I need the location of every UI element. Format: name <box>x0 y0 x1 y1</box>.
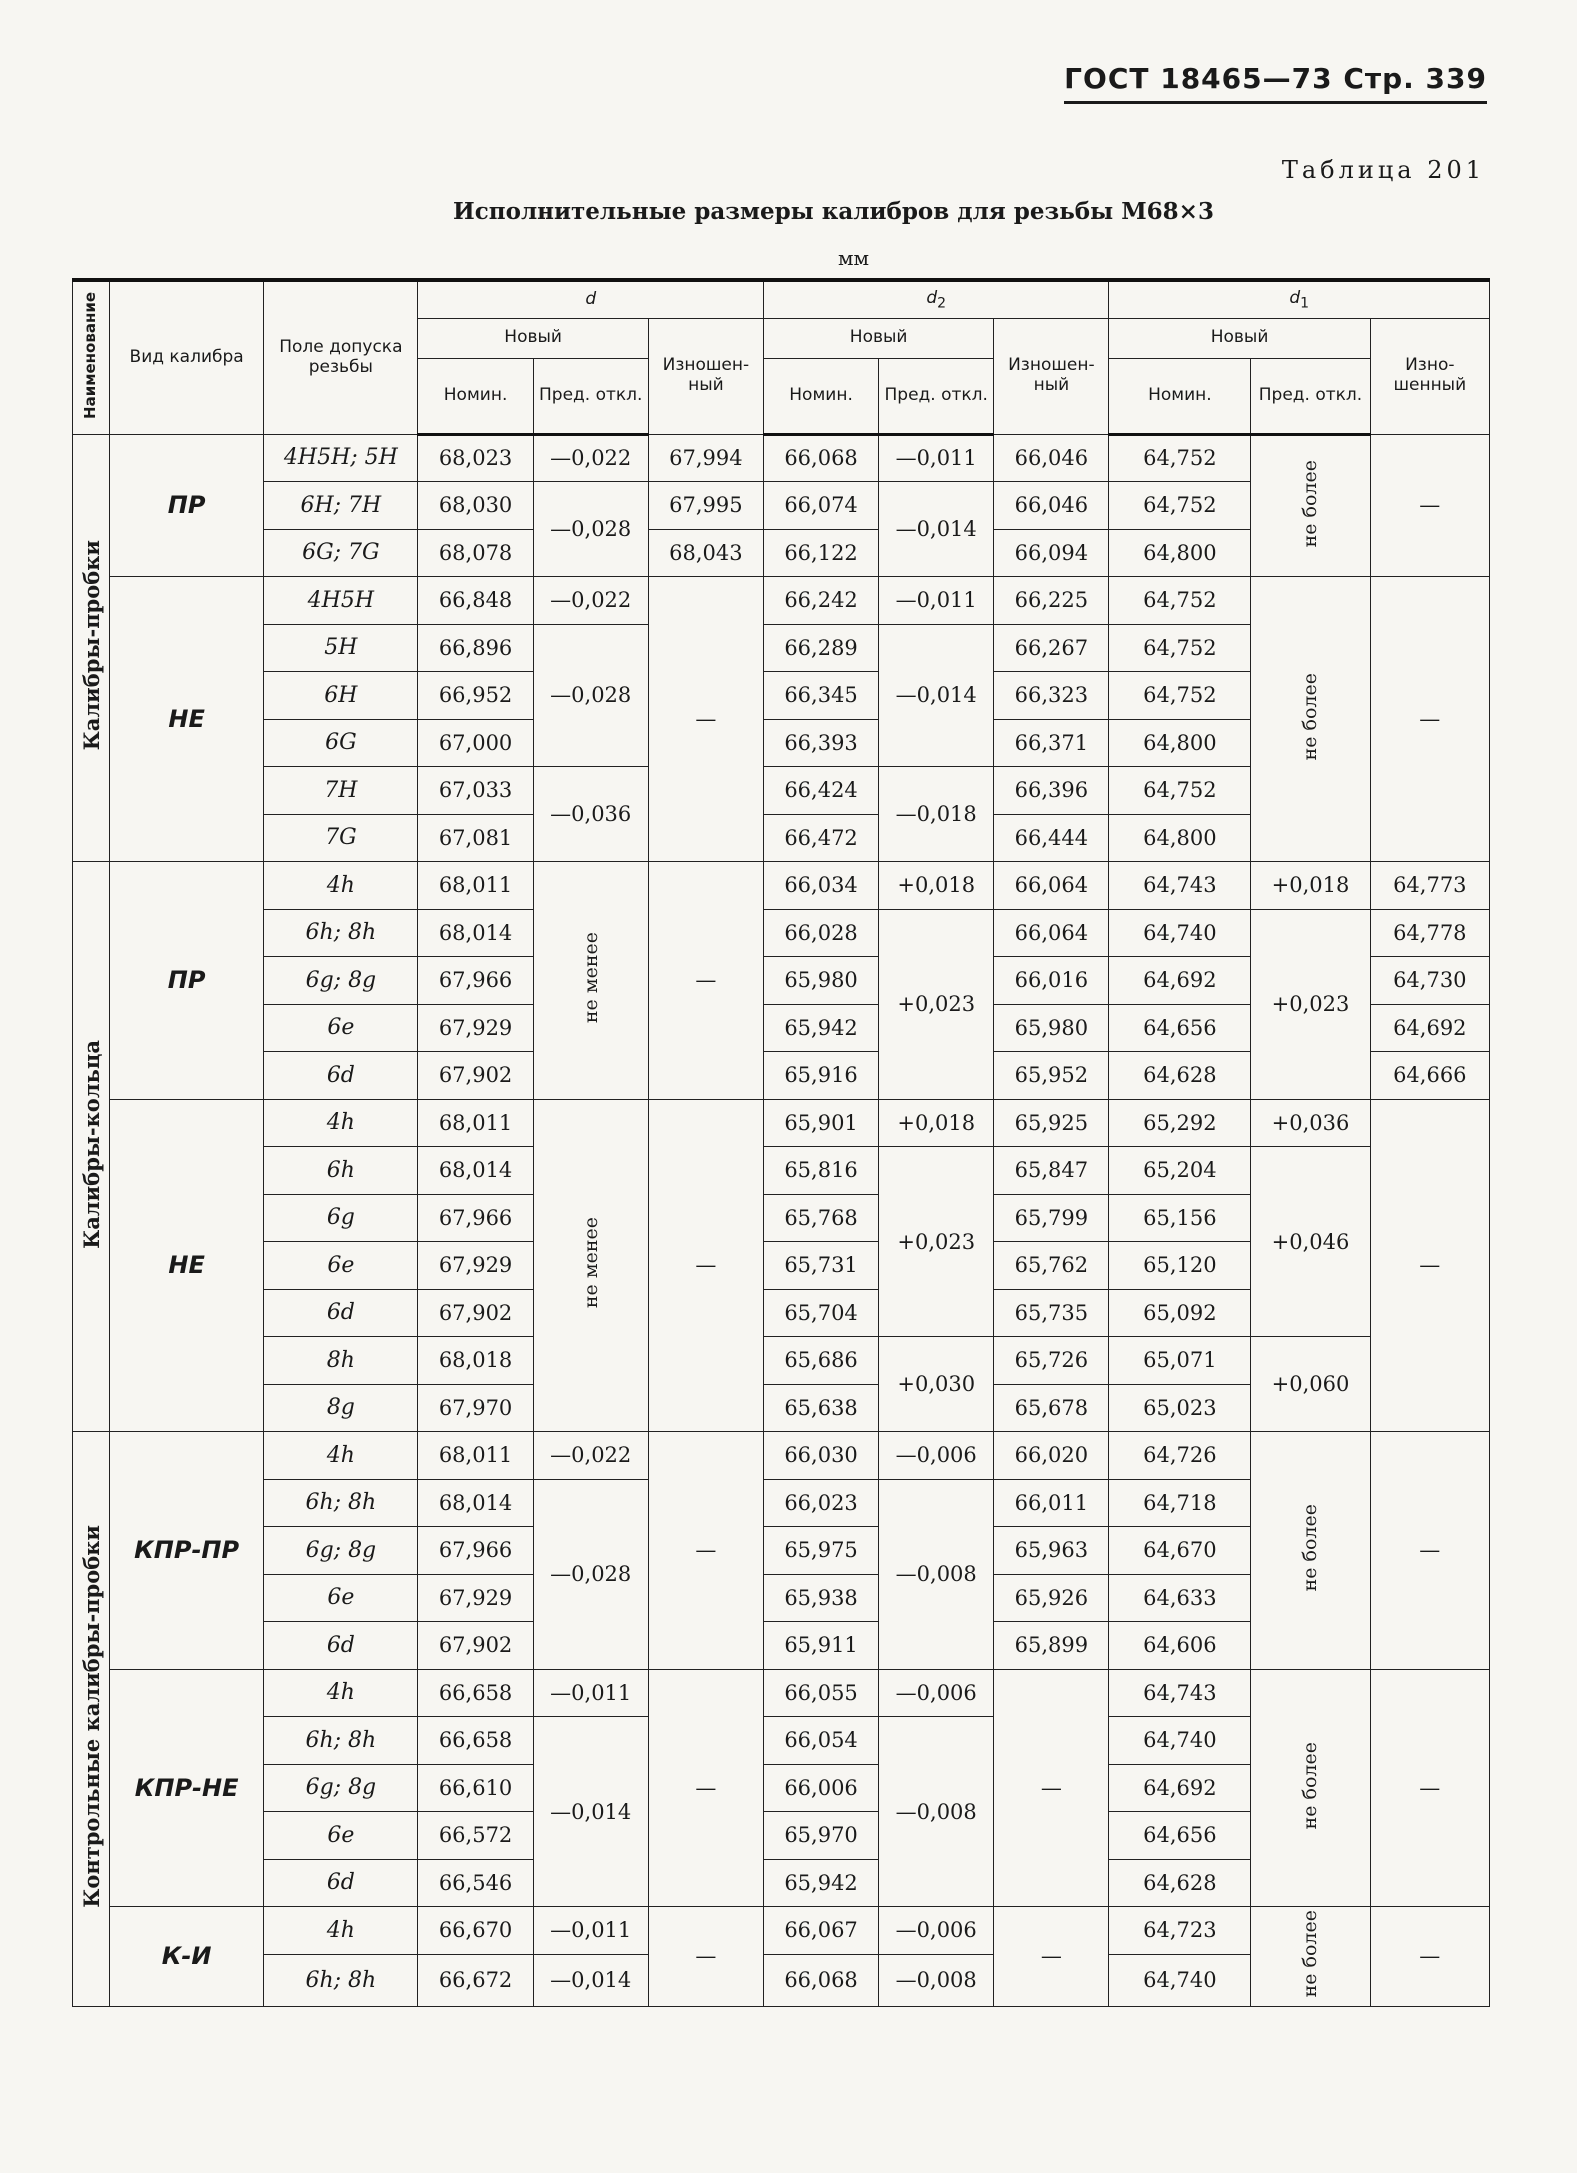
table-cell: 65,678 <box>994 1384 1109 1432</box>
table-cell: 7G <box>264 814 418 862</box>
table-cell: 67,902 <box>418 1622 533 1670</box>
table-cell: 66,393 <box>763 719 878 767</box>
table-cell: 4h <box>264 1432 418 1480</box>
table-cell: не менее <box>533 1099 648 1432</box>
table-cell: 65,762 <box>994 1242 1109 1290</box>
table-cell: —0,028 <box>533 1479 648 1669</box>
table-cell: —0,014 <box>879 624 994 767</box>
table-cell: 8h <box>264 1337 418 1385</box>
table-cell: 65,926 <box>994 1574 1109 1622</box>
table-cell: 67,902 <box>418 1289 533 1337</box>
table-cell: 66,006 <box>763 1764 878 1812</box>
table-cell: 4h <box>264 1669 418 1717</box>
header-d2-worn: Изношен-ный <box>994 318 1109 434</box>
table-cell: — <box>1370 1432 1489 1670</box>
table-cell: — <box>1370 1907 1489 2007</box>
table-cell: 68,023 <box>418 434 533 482</box>
header-d-new: Новый <box>418 318 648 358</box>
table-cell: 67,929 <box>418 1004 533 1052</box>
table-cell: 66,658 <box>418 1669 533 1717</box>
table-cell: 4H5H <box>264 577 418 625</box>
units-label: мм <box>837 246 870 270</box>
table-cell: —0,006 <box>879 1907 994 1955</box>
table-cell: +0,018 <box>879 862 994 910</box>
table-cell: 64,743 <box>1109 1669 1251 1717</box>
table-row <box>73 1147 1490 1195</box>
table-cell: 66,074 <box>763 482 878 530</box>
table-cell: 66,034 <box>763 862 878 910</box>
table-cell: —0,011 <box>533 1669 648 1717</box>
table-cell: 66,016 <box>994 957 1109 1005</box>
table-cell: 65,204 <box>1109 1147 1251 1195</box>
table-cell: — <box>1370 1669 1489 1907</box>
table-cell: 66,030 <box>763 1432 878 1480</box>
table-cell: 66,046 <box>994 434 1109 482</box>
table-cell: 66,371 <box>994 719 1109 767</box>
table-cell: 6d <box>264 1289 418 1337</box>
table-cell: +0,046 <box>1251 1147 1370 1337</box>
table-cell: 66,020 <box>994 1432 1109 1480</box>
table-cell: 6h; 8h <box>264 909 418 957</box>
table-cell: 6e <box>264 1242 418 1290</box>
table-cell: 6G; 7G <box>264 529 418 577</box>
table-cell: 66,658 <box>418 1717 533 1765</box>
table-cell: 64,743 <box>1109 862 1251 910</box>
table-cell: 67,966 <box>418 1527 533 1575</box>
table-cell: 64,752 <box>1109 482 1251 530</box>
table-cell: —0,008 <box>879 1954 994 2006</box>
table-cell: 64,778 <box>1370 909 1489 957</box>
table-cell: — <box>1370 577 1489 862</box>
table-row <box>73 1099 1490 1147</box>
table-cell: 65,686 <box>763 1337 878 1385</box>
kind-pr-plug: ПР <box>110 434 264 577</box>
table-cell: +0,036 <box>1251 1099 1370 1147</box>
table-cell: —0,028 <box>533 482 648 577</box>
table-cell: 6h; 8h <box>264 1717 418 1765</box>
table-cell: 64,752 <box>1109 434 1251 482</box>
header-d-worn: Изношен-ный <box>648 318 763 434</box>
table-cell: 66,011 <box>994 1479 1109 1527</box>
table-cell: 64,800 <box>1109 529 1251 577</box>
table-row <box>73 1907 1490 1955</box>
table-cell: 66,267 <box>994 624 1109 672</box>
kind-kpr-ne: КПР-НЕ <box>110 1669 264 1907</box>
header-d1-worn: Изно-шенный <box>1370 318 1489 434</box>
table-cell: 64,723 <box>1109 1907 1251 1955</box>
table-cell: не более <box>1251 1432 1370 1670</box>
table-cell: 64,726 <box>1109 1432 1251 1480</box>
table-cell: —0,036 <box>533 767 648 862</box>
table-number: Таблица 201 <box>1281 156 1485 184</box>
table-cell: 6e <box>264 1004 418 1052</box>
table-cell: не более <box>1251 1669 1370 1907</box>
table-cell: +0,018 <box>879 1099 994 1147</box>
table-cell: 66,055 <box>763 1669 878 1717</box>
table-cell: 64,800 <box>1109 814 1251 862</box>
table-cell: не более <box>1251 434 1370 577</box>
table-cell: 6d <box>264 1859 418 1907</box>
table-cell: 6g; 8g <box>264 1527 418 1575</box>
table-cell: 65,970 <box>763 1812 878 1860</box>
table-cell: 65,952 <box>994 1052 1109 1100</box>
table-cell: — <box>648 1099 763 1432</box>
table-cell: 8g <box>264 1384 418 1432</box>
table-cell: 66,610 <box>418 1764 533 1812</box>
group-rings: Калибры-кольца <box>73 862 110 1432</box>
table-cell: 65,980 <box>994 1004 1109 1052</box>
table-cell: 64,752 <box>1109 577 1251 625</box>
table-cell: 67,994 <box>648 434 763 482</box>
kind-k-i: К-И <box>110 1907 264 2007</box>
table-cell: 68,014 <box>418 1147 533 1195</box>
table-cell: 64,670 <box>1109 1527 1251 1575</box>
table-cell: 66,952 <box>418 672 533 720</box>
table-cell: —0,014 <box>879 482 994 577</box>
table-cell: 68,014 <box>418 1479 533 1527</box>
table-row <box>73 577 1490 625</box>
table-cell: 6h <box>264 1147 418 1195</box>
table-cell: 68,043 <box>648 529 763 577</box>
table-cell: +0,023 <box>1251 909 1370 1099</box>
table-cell: 67,929 <box>418 1242 533 1290</box>
table-cell: —0,022 <box>533 577 648 625</box>
table-cell: 6e <box>264 1574 418 1622</box>
table-cell: 66,546 <box>418 1859 533 1907</box>
table-cell: 65,092 <box>1109 1289 1251 1337</box>
table-cell: 66,424 <box>763 767 878 815</box>
table-cell: —0,014 <box>533 1954 648 2006</box>
table-cell: 66,068 <box>763 434 878 482</box>
table-cell: 66,028 <box>763 909 878 957</box>
table-cell: 65,726 <box>994 1337 1109 1385</box>
table-cell: 66,054 <box>763 1717 878 1765</box>
table-cell: —0,008 <box>879 1479 994 1669</box>
table-cell: 64,773 <box>1370 862 1489 910</box>
table-cell: —0,011 <box>879 577 994 625</box>
table-cell: 67,966 <box>418 1194 533 1242</box>
table-cell: 64,740 <box>1109 1954 1251 2006</box>
table-cell: 4h <box>264 1099 418 1147</box>
table-cell: 6d <box>264 1052 418 1100</box>
table-cell: 4h <box>264 1907 418 1955</box>
table-cell: 6h; 8h <box>264 1479 418 1527</box>
table-cell: 68,011 <box>418 1099 533 1147</box>
table-cell: 66,068 <box>763 1954 878 2006</box>
table-cell: 67,902 <box>418 1052 533 1100</box>
table-cell: — <box>648 1669 763 1907</box>
table-cell: 66,848 <box>418 577 533 625</box>
header-d: d <box>418 280 764 318</box>
table-cell: +0,023 <box>879 1147 994 1337</box>
table-cell: 6d <box>264 1622 418 1670</box>
table-cell: +0,030 <box>879 1337 994 1432</box>
table-cell: 64,606 <box>1109 1622 1251 1670</box>
table-title: Исполнительные размеры калибров для резьбы М68×3 <box>453 198 1214 225</box>
table-cell: —0,014 <box>533 1717 648 1907</box>
table-cell: 68,011 <box>418 862 533 910</box>
table-cell: 65,799 <box>994 1194 1109 1242</box>
table-cell: — <box>648 577 763 862</box>
table-cell: 65,816 <box>763 1147 878 1195</box>
table-cell: 65,071 <box>1109 1337 1251 1385</box>
table-cell: 64,752 <box>1109 767 1251 815</box>
header-d1-new: Новый <box>1109 318 1370 358</box>
table-cell: 65,925 <box>994 1099 1109 1147</box>
table-cell: 65,704 <box>763 1289 878 1337</box>
table-cell: —0,028 <box>533 624 648 767</box>
table-cell: 64,692 <box>1370 1004 1489 1052</box>
table-cell: 67,995 <box>648 482 763 530</box>
table-cell: — <box>1370 434 1489 577</box>
table-cell: 66,122 <box>763 529 878 577</box>
table-cell: —0,022 <box>533 434 648 482</box>
table-cell: 64,740 <box>1109 1717 1251 1765</box>
header-d2: $d_2$ <box>763 280 1108 318</box>
table-cell: 7H <box>264 767 418 815</box>
table-cell: 65,156 <box>1109 1194 1251 1242</box>
header-d2-nom: Номин. <box>763 358 878 434</box>
table-cell: 65,735 <box>994 1289 1109 1337</box>
table-cell: 66,067 <box>763 1907 878 1955</box>
table-cell: 66,472 <box>763 814 878 862</box>
table-row <box>73 1669 1490 1717</box>
table-cell: 64,628 <box>1109 1052 1251 1100</box>
table-cell: 66,572 <box>418 1812 533 1860</box>
table-cell: 66,896 <box>418 624 533 672</box>
table-cell: 6e <box>264 1812 418 1860</box>
table-cell: 66,444 <box>994 814 1109 862</box>
table-cell: 67,033 <box>418 767 533 815</box>
table-cell: 5H <box>264 624 418 672</box>
table-cell: 64,730 <box>1370 957 1489 1005</box>
table-cell: 66,672 <box>418 1954 533 2006</box>
header-d1: $d_1$ <box>1109 280 1490 318</box>
table-cell: 64,692 <box>1109 1764 1251 1812</box>
table-cell: 64,752 <box>1109 624 1251 672</box>
table-cell: 65,899 <box>994 1622 1109 1670</box>
table-cell: 64,656 <box>1109 1004 1251 1052</box>
table-cell: 65,963 <box>994 1527 1109 1575</box>
header-field: Поле допуска резьбы <box>264 280 418 434</box>
table-cell: 65,120 <box>1109 1242 1251 1290</box>
table-cell: 67,081 <box>418 814 533 862</box>
table-cell: 66,396 <box>994 767 1109 815</box>
table-cell: 66,242 <box>763 577 878 625</box>
table-cell: 67,970 <box>418 1384 533 1432</box>
table-cell: 64,628 <box>1109 1859 1251 1907</box>
table-cell: — <box>648 862 763 1100</box>
table-cell: 65,638 <box>763 1384 878 1432</box>
table-cell: 6g <box>264 1194 418 1242</box>
kind-kpr-pr: КПР-ПР <box>110 1432 264 1670</box>
table-cell: 6H <box>264 672 418 720</box>
table-cell: 6H; 7H <box>264 482 418 530</box>
gauge-dimensions-table <box>72 278 1490 2007</box>
table-cell: 64,666 <box>1370 1052 1489 1100</box>
kind-ne-ring: НЕ <box>110 1099 264 1432</box>
table-cell: 68,030 <box>418 482 533 530</box>
table-cell: 66,345 <box>763 672 878 720</box>
table-cell: —0,011 <box>879 434 994 482</box>
table-cell: 64,692 <box>1109 957 1251 1005</box>
table-cell: не более <box>1251 1907 1370 2007</box>
table-cell: 65,916 <box>763 1052 878 1100</box>
table-cell: 64,740 <box>1109 909 1251 957</box>
table-cell: 65,731 <box>763 1242 878 1290</box>
table-cell: 64,800 <box>1109 719 1251 767</box>
table-cell: 65,901 <box>763 1099 878 1147</box>
header-name: Наименование <box>73 280 110 434</box>
table-cell: 66,094 <box>994 529 1109 577</box>
table-cell: 68,014 <box>418 909 533 957</box>
table-cell: 64,718 <box>1109 1479 1251 1527</box>
table-cell: 4h <box>264 862 418 910</box>
table-row <box>73 862 1490 910</box>
header-d-nom: Номин. <box>418 358 533 434</box>
table-cell: 68,078 <box>418 529 533 577</box>
table-cell: —0,011 <box>533 1907 648 1955</box>
table-cell: 68,011 <box>418 1432 533 1480</box>
page-header: ГОСТ 18465—73 Стр. 339 <box>1064 62 1487 104</box>
table-cell: — <box>648 1907 763 2007</box>
kind-ne-plug: НЕ <box>110 577 264 862</box>
table-cell: 67,000 <box>418 719 533 767</box>
table-cell: не более <box>1251 577 1370 862</box>
header-kind: Вид калибра <box>110 280 264 434</box>
table-cell: 65,980 <box>763 957 878 1005</box>
table-cell: 4H5H; 5H <box>264 434 418 482</box>
table-cell: 65,292 <box>1109 1099 1251 1147</box>
table-cell: не менее <box>533 862 648 1100</box>
kind-pr-ring: ПР <box>110 862 264 1100</box>
table-cell: 66,225 <box>994 577 1109 625</box>
table-cell: 66,289 <box>763 624 878 672</box>
table-cell: 68,018 <box>418 1337 533 1385</box>
header-d1-nom: Номин. <box>1109 358 1251 434</box>
table-cell: —0,018 <box>879 767 994 862</box>
table-cell: 64,633 <box>1109 1574 1251 1622</box>
table-cell: +0,023 <box>879 909 994 1099</box>
table-cell: +0,060 <box>1251 1337 1370 1432</box>
table-row <box>73 434 1490 482</box>
table-cell: 65,938 <box>763 1574 878 1622</box>
table-cell: —0,006 <box>879 1669 994 1717</box>
table-cell: 65,975 <box>763 1527 878 1575</box>
table-cell: 66,323 <box>994 672 1109 720</box>
table-cell: 6g; 8g <box>264 957 418 1005</box>
table-cell: 65,942 <box>763 1004 878 1052</box>
table-cell: 6g; 8g <box>264 1764 418 1812</box>
table-cell: 66,046 <box>994 482 1109 530</box>
group-control: Контрольные калибры-пробки <box>73 1432 110 2007</box>
table-cell: — <box>648 1432 763 1670</box>
table-cell: —0,022 <box>533 1432 648 1480</box>
table-row <box>73 909 1490 957</box>
header-d2-dev: Пред. откл. <box>879 358 994 434</box>
table-cell: 66,023 <box>763 1479 878 1527</box>
table-cell: 66,064 <box>994 862 1109 910</box>
table-cell: 66,064 <box>994 909 1109 957</box>
header-d-dev: Пред. откл. <box>533 358 648 434</box>
table-cell: 67,929 <box>418 1574 533 1622</box>
table-cell: —0,008 <box>879 1717 994 1907</box>
table-cell: —0,006 <box>879 1432 994 1480</box>
table-cell: 65,942 <box>763 1859 878 1907</box>
table-cell: — <box>994 1907 1109 2007</box>
table-cell: 64,752 <box>1109 672 1251 720</box>
table-cell: 65,847 <box>994 1147 1109 1195</box>
table-cell: 67,966 <box>418 957 533 1005</box>
table-cell: 6G <box>264 719 418 767</box>
table-cell: +0,018 <box>1251 862 1370 910</box>
table-cell: — <box>1370 1099 1489 1432</box>
group-plugs: Калибры-пробки <box>73 434 110 862</box>
table-cell: 6h; 8h <box>264 1954 418 2006</box>
table-cell: — <box>994 1669 1109 1907</box>
table-cell: 65,768 <box>763 1194 878 1242</box>
table-cell: 65,911 <box>763 1622 878 1670</box>
table-row <box>73 1337 1490 1385</box>
header-d1-dev: Пред. откл. <box>1251 358 1370 434</box>
table-cell: 66,670 <box>418 1907 533 1955</box>
table-cell: 64,656 <box>1109 1812 1251 1860</box>
header-d2-new: Новый <box>763 318 993 358</box>
table-row <box>73 1432 1490 1480</box>
table-cell: 65,023 <box>1109 1384 1251 1432</box>
